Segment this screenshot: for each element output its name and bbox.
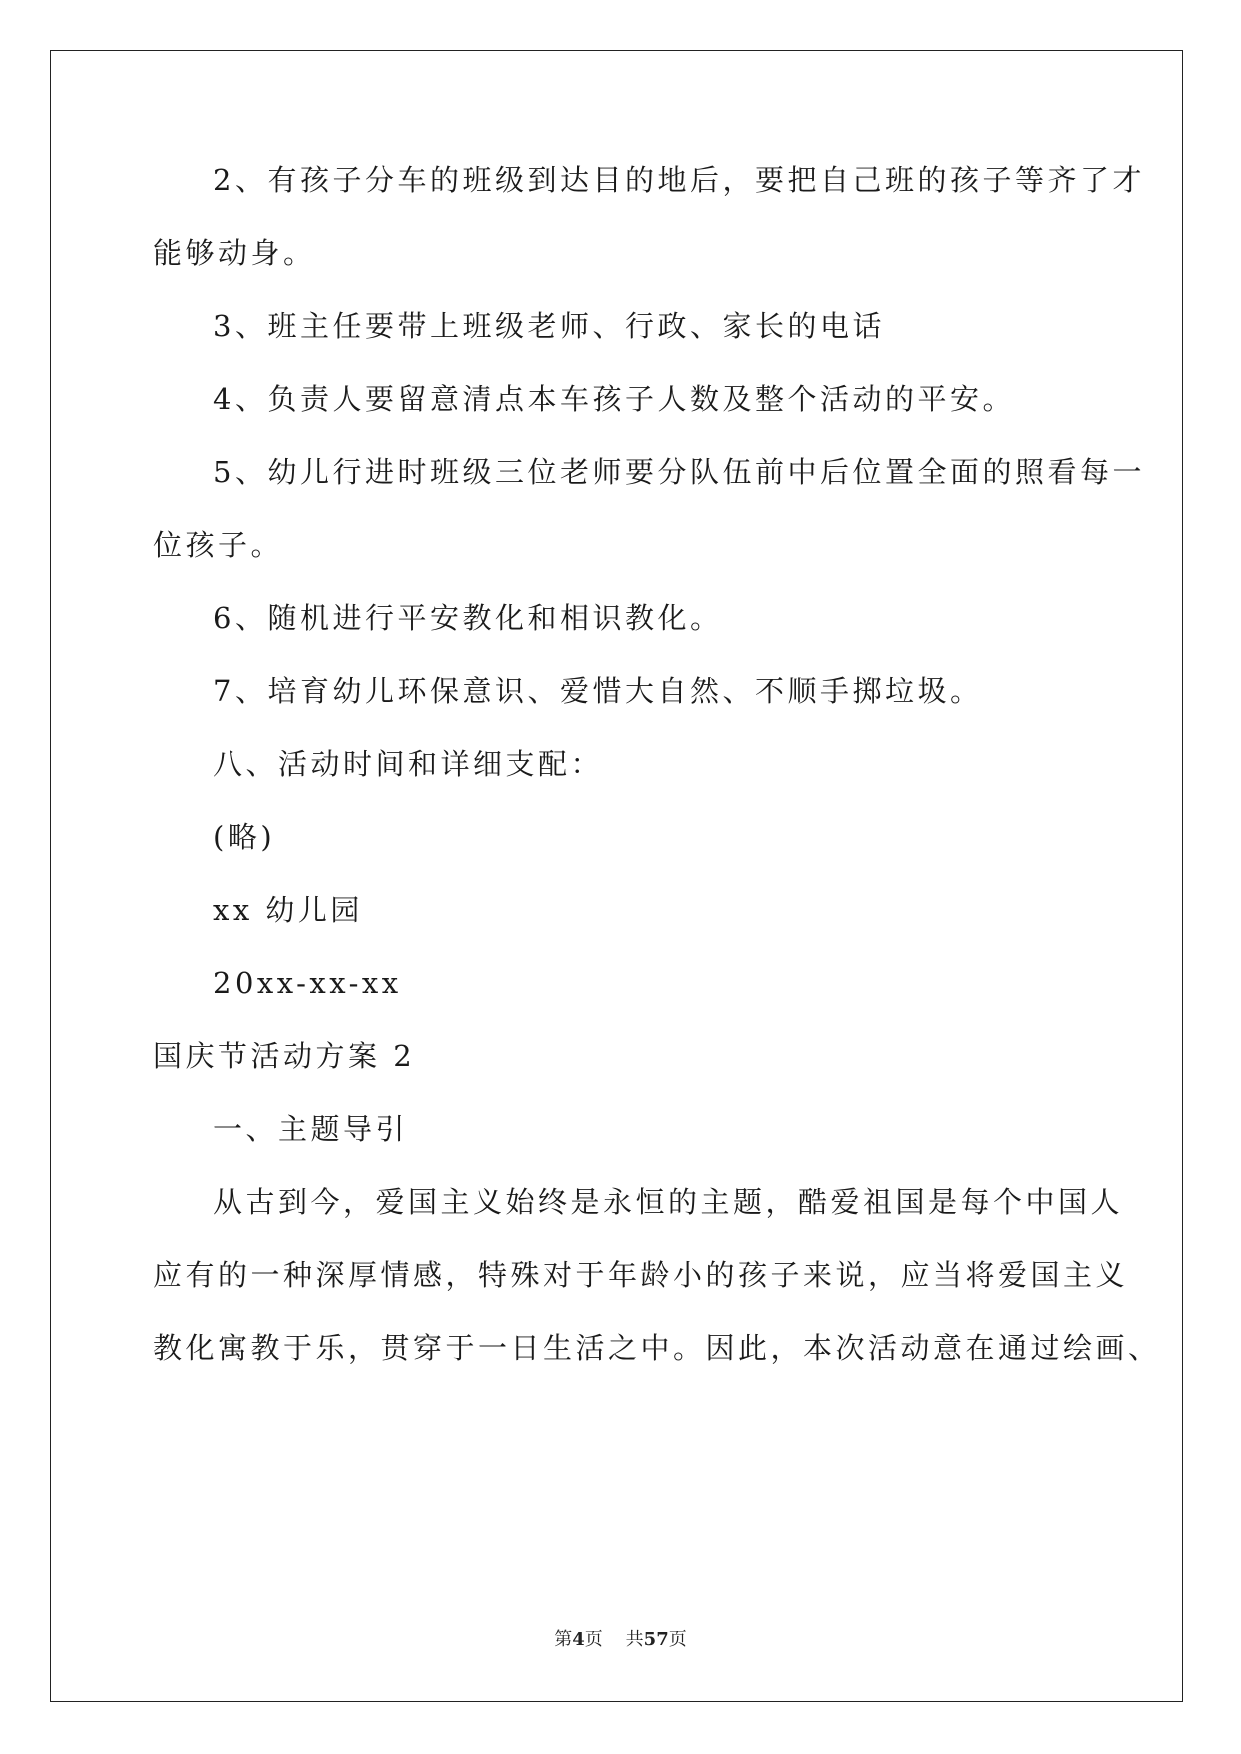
paragraph-line: 从古到今，爱国主义始终是永恒的主题，酷爱祖国是每个中国人: [213, 1185, 1124, 1219]
paragraph-line: (略): [213, 820, 276, 854]
footer-prefix: 第: [554, 1629, 573, 1650]
signature-date: 20xx-xx-xx: [213, 966, 402, 1000]
paragraph-line: 7、培育幼儿环保意识、爱惜大自然、不顺手掷垃圾。: [213, 674, 983, 708]
total-pages-number: 57: [643, 1629, 669, 1650]
paragraph-line: 3、班主任要带上班级老师、行政、家长的电话: [213, 309, 885, 343]
current-page-number: 4: [572, 1629, 585, 1650]
page-border: [50, 50, 1183, 1702]
footer-total-prefix: 共: [625, 1629, 644, 1650]
section-heading: 一、主题导引: [213, 1112, 409, 1146]
footer-page-word: 页: [584, 1629, 603, 1650]
signature-org: xx 幼儿园: [213, 893, 363, 927]
paragraph-line: 应有的一种深厚情感，特殊对于年龄小的孩子来说，应当将爱国主义: [153, 1258, 1129, 1292]
paragraph-line: 6、随机进行平安教化和相识教化。: [213, 601, 723, 635]
page-footer: [0, 1628, 1241, 1652]
paragraph-line: 能够动身。: [153, 236, 316, 270]
paragraph-line: 位孩子。: [153, 528, 284, 562]
section-heading: 八、活动时间和详细支配：: [213, 747, 604, 781]
footer-total-suffix: 页: [668, 1629, 687, 1650]
paragraph-line: 5、幼儿行进时班级三位老师要分队伍前中后位置全面的照看每一: [213, 455, 1145, 489]
paragraph-line: 4、负责人要留意清点本车孩子人数及整个活动的平安。: [213, 382, 1015, 416]
document-title: 国庆节活动方案 2: [153, 1039, 416, 1073]
paragraph-line: 教化寓教于乐，贯穿于一日生活之中。因此，本次活动意在通过绘画、: [153, 1331, 1161, 1365]
paragraph-line: 2、有孩子分车的班级到达目的地后，要把自己班的孩子等齐了才: [213, 163, 1145, 197]
